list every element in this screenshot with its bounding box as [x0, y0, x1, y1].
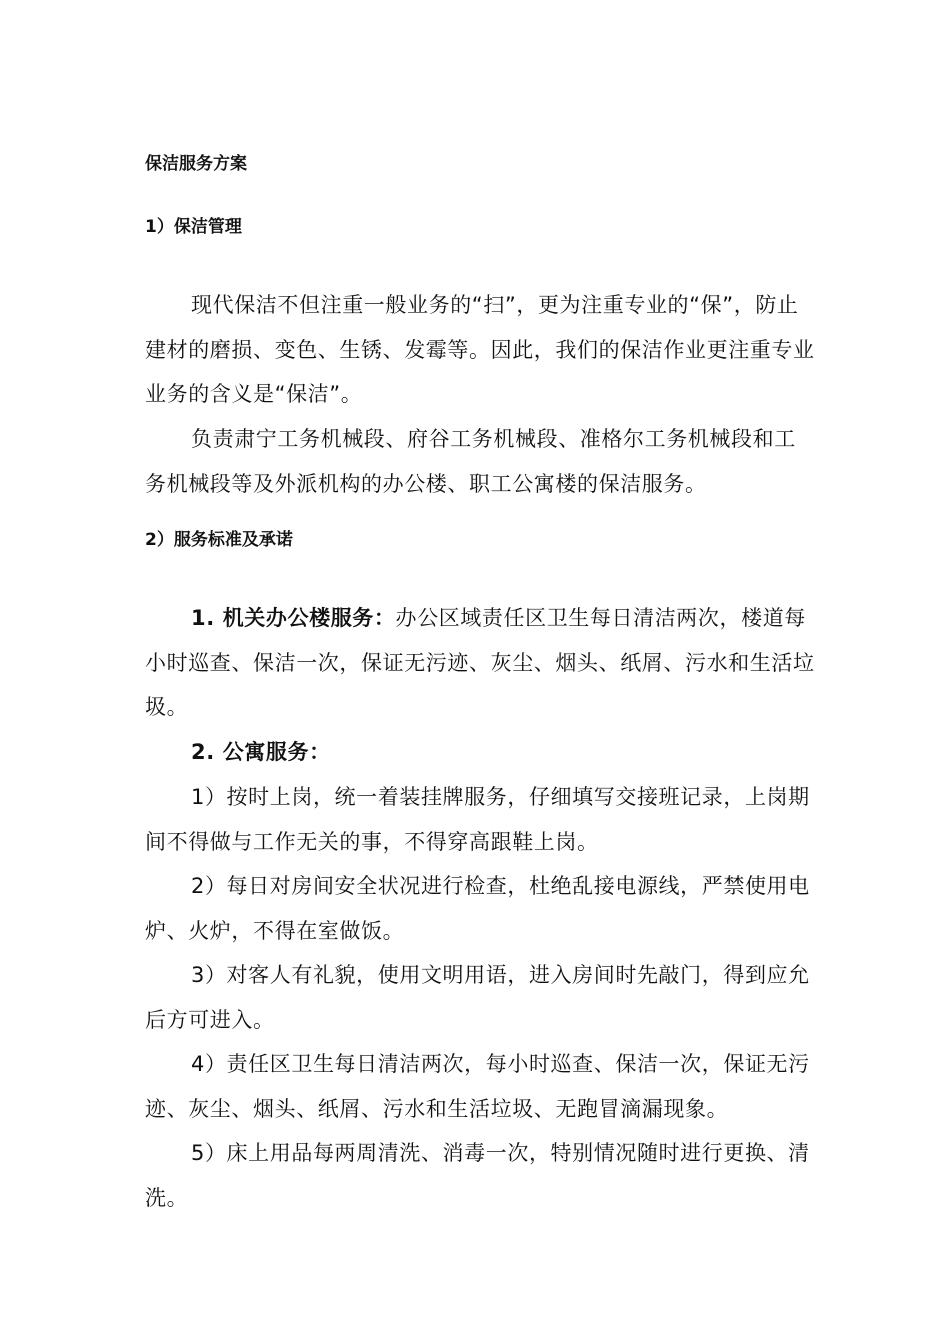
- office-building-service-text: 办公区域责任区卫生每日清洁两次，楼道每小时巡查、保洁一次，保证无污迹、灰尘、烟头、纸屑、污水和生活垃圾。: [145, 606, 815, 719]
- section-1-heading: 1）保洁管理: [145, 217, 242, 237]
- apartment-point-4: 4）责任区卫生每日清洁两次，每小时巡查、保洁一次，保证无污迹、灰尘、烟头、纸屑、污水和生活垃圾、无跑冒滴漏现象。: [145, 1052, 810, 1121]
- section-1-paragraph-2: 负责肃宁工务机械段、府谷工务机械段、准格尔工务机械段和工务机械段等及外派机构的办公楼、职工公寓楼的保洁服务。: [145, 427, 796, 496]
- section-2-heading: 2）服务标准及承诺: [145, 530, 293, 550]
- apartment-point-5: 5）床上用品每两周清洗、消毒一次，特别情况随时进行更换、清洗。: [145, 1141, 810, 1210]
- apartment-point-3: 3）对客人有礼貌，使用文明用语，进入房间时先敲门，得到应允后方可进入。: [145, 963, 810, 1032]
- apartment-point-2: 2）每日对房间安全状况进行检查，杜绝乱接电源线，严禁使用电炉、火炉，不得在室做饭。: [145, 874, 810, 943]
- apartment-service-item: [145, 730, 815, 775]
- office-building-service-item: [145, 596, 815, 730]
- apartment-point-1: 1）按时上岗，统一着装挂牌服务，仔细填写交接班记录，上岗期间不得做与工作无关的事，不得穿高跟鞋上岗。: [145, 785, 810, 854]
- section-1-paragraph-1: 现代保洁不但注重一般业务的“扫”，更为注重专业的“保”，防止建材的磨损、变色、生锈、发霉等。因此，我们的保洁作业更注重专业业务的含义是“保洁”。: [145, 293, 815, 406]
- office-building-service-label: 1. 机关办公楼服务：: [191, 606, 396, 630]
- document-title: 保洁服务方案: [145, 154, 247, 174]
- apartment-service-label: 2. 公寓服务：: [191, 740, 331, 764]
